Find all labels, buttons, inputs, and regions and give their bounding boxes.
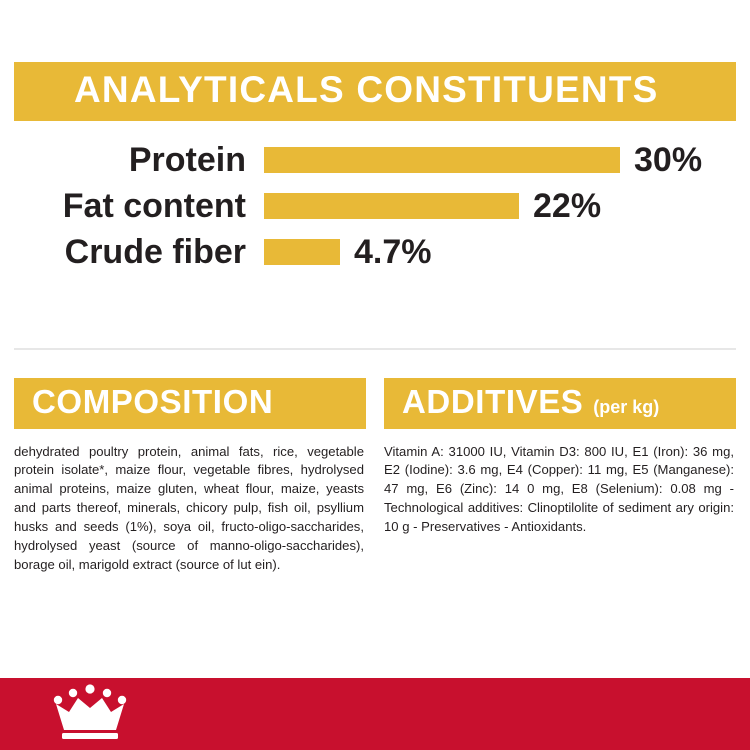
bar-track [264, 140, 703, 179]
additives-title-main: ADDITIVES [402, 383, 584, 420]
analyticals-section [14, 62, 736, 275]
composition-text: dehydrated poultry protein, animal fats, rice, vegetable protein isolate*, maize flour, vegetable fibres, hydrolysed animal proteins, maize gluten, wheat flour, maize, yeasts and parts thereof, minerals, chicory pulp, fish oil, psyllium husks and seeds (1%), soya oil, fructo-oligo-saccharides, hydrolysed yeast (source of manno-oligo-saccharides), borage oil, marigold extract (source of lut ein). [14, 443, 364, 572]
analyticals-bar-chart [14, 137, 736, 275]
bar-fill [264, 239, 340, 265]
bar-value-label: 22% [533, 186, 602, 225]
bar-category-label: Crude fiber [64, 232, 246, 271]
bar-category-label: Fat content [62, 186, 246, 225]
bar-track [264, 232, 432, 271]
text-columns [14, 378, 736, 575]
brand-footer-band [0, 678, 750, 750]
bar-value-label: 30% [634, 140, 703, 179]
crown-logo-icon [48, 684, 132, 740]
additives-text: Vitamin A: 31000 IU, Vitamin D3: 800 IU, E1 (Iron): 36 mg, E2 (Iodine): 3.6 mg, E4 (Copper): 11 mg, E5 (Manganese): 47 mg, E6 (Zinc): 14 0 mg, E8 (Selenium): 0.08 mg -Technological additives: Clinoptilolite of sediment ary origin: 10 g - Preservatives - Antioxidants. [384, 443, 734, 535]
chart-bar-row [24, 137, 736, 183]
bar-category-label: Protein [128, 140, 246, 179]
chart-bar-row [24, 229, 736, 275]
additives-title-sub: (per kg) [593, 397, 660, 417]
bar-fill [264, 147, 620, 173]
analyticals-title: ANALYTICALS CONSTITUENTS [14, 62, 736, 121]
bar-fill [264, 193, 519, 219]
additives-section [384, 378, 736, 575]
chart-bar-row [24, 183, 736, 229]
composition-title: COMPOSITION [14, 378, 366, 429]
composition-section [14, 378, 366, 575]
additives-title [384, 378, 736, 429]
bar-value-label: 4.7% [354, 232, 432, 271]
section-divider [14, 348, 736, 350]
bar-track [264, 186, 602, 225]
